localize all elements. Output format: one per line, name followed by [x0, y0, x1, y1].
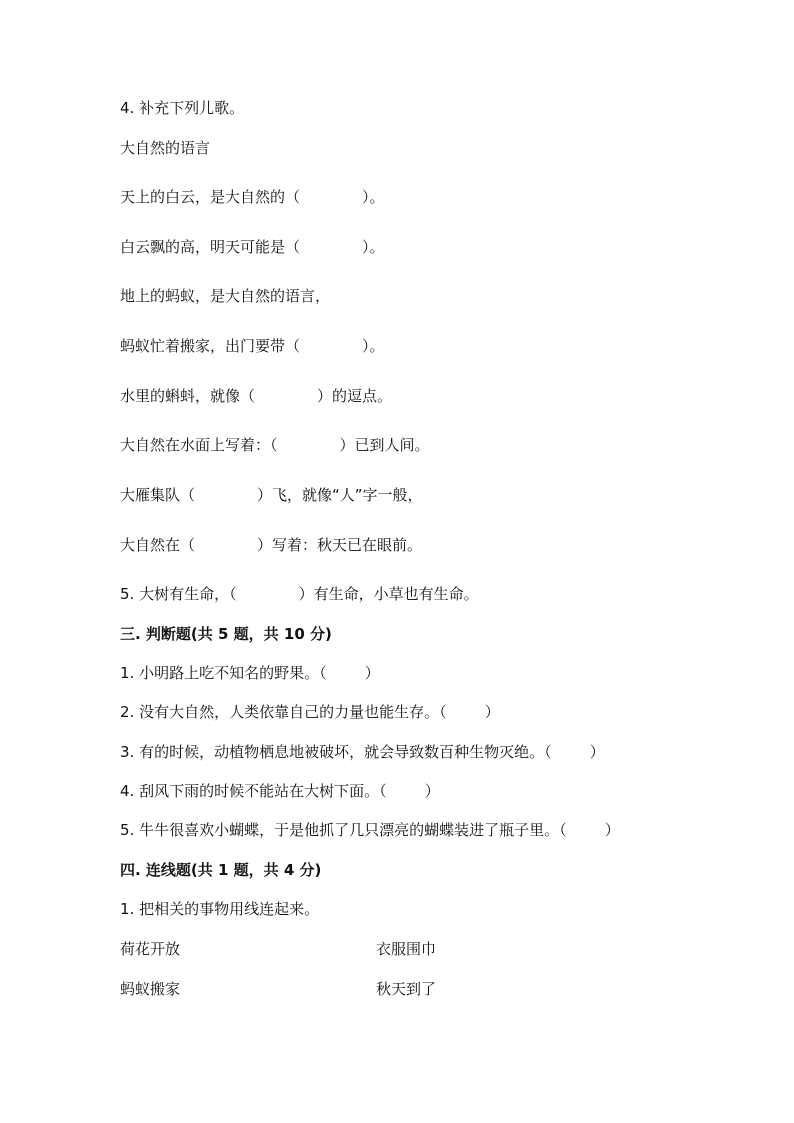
question-5-end: ）有生命，小草也有生命。	[298, 585, 479, 603]
question-5-text: 5. 大树有生命，（	[120, 585, 237, 603]
section-heading-judge: 三. 判断题(共 5 题，共 10 分)	[120, 625, 332, 643]
judge-item: 4. 刮风下雨的时候不能站在大树下面。（ ）	[120, 782, 440, 800]
poem-line-text: 大自然在水面上写着：（	[120, 436, 278, 454]
poem-line-end: ）飞，就像“人”字一般，	[257, 486, 423, 504]
section-heading-match: 四. 连线题(共 1 题，共 4 分)	[120, 861, 322, 879]
judge-item: 5. 牛牛很喜欢小蝴蝶，于是他抓了几只漂亮的蝴蝶装进了瓶子里。（ ）	[120, 821, 620, 839]
match-left-item: 荷花开放	[120, 940, 181, 958]
match-left-item: 蚂蚁搬家	[120, 980, 181, 998]
poem-line-end: ）写着：秋天已在眼前。	[257, 536, 423, 554]
poem-title: 大自然的语言	[120, 139, 211, 157]
match-right-item: 衣服围巾	[376, 940, 437, 958]
poem-line-end: ）已到人间。	[339, 436, 430, 454]
poem-line	[120, 535, 422, 555]
poem-line	[120, 386, 392, 406]
judge-item: 3. 有的时候，动植物栖息地被破坏，就会导致数百种生物灭绝。（ ）	[120, 743, 605, 761]
poem-line	[120, 286, 330, 306]
match-question: 1. 把相关的事物用线连起来。	[120, 900, 320, 918]
poem-line-end: ）的逗点。	[317, 387, 393, 405]
judge-item: 2. 没有大自然，人类依靠自己的力量也能生存。（ ）	[120, 703, 500, 721]
poem-line	[120, 485, 423, 505]
poem-line-text: 大雁集队（	[120, 486, 196, 504]
question-5	[120, 584, 479, 604]
poem-line-text: 白云飘的高，明天可能是（	[120, 238, 301, 256]
poem-line-text: 地上的蚂蚁，是大自然的语言，	[120, 287, 331, 305]
poem-line-text: 蚂蚁忙着搬家，出门要带（	[120, 337, 301, 355]
poem-line-text: 天上的白云，是大自然的（	[120, 188, 301, 206]
poem-line-text: 水里的蝌蚪，就像（	[120, 387, 256, 405]
poem-line-end: ）。	[362, 337, 385, 355]
poem-line	[120, 336, 385, 356]
question-4-title: 4. 补充下列儿歌。	[120, 99, 245, 117]
poem-line-end: ）。	[362, 188, 385, 206]
poem-line-text: 大自然在（	[120, 536, 196, 554]
judge-item: 1. 小明路上吃不知名的野果。（ ）	[120, 664, 380, 682]
poem-line-end: ）。	[362, 238, 385, 256]
poem-line	[120, 237, 385, 257]
poem-line	[120, 435, 430, 455]
match-right-item: 秋天到了	[376, 980, 437, 998]
poem-line	[120, 187, 385, 207]
